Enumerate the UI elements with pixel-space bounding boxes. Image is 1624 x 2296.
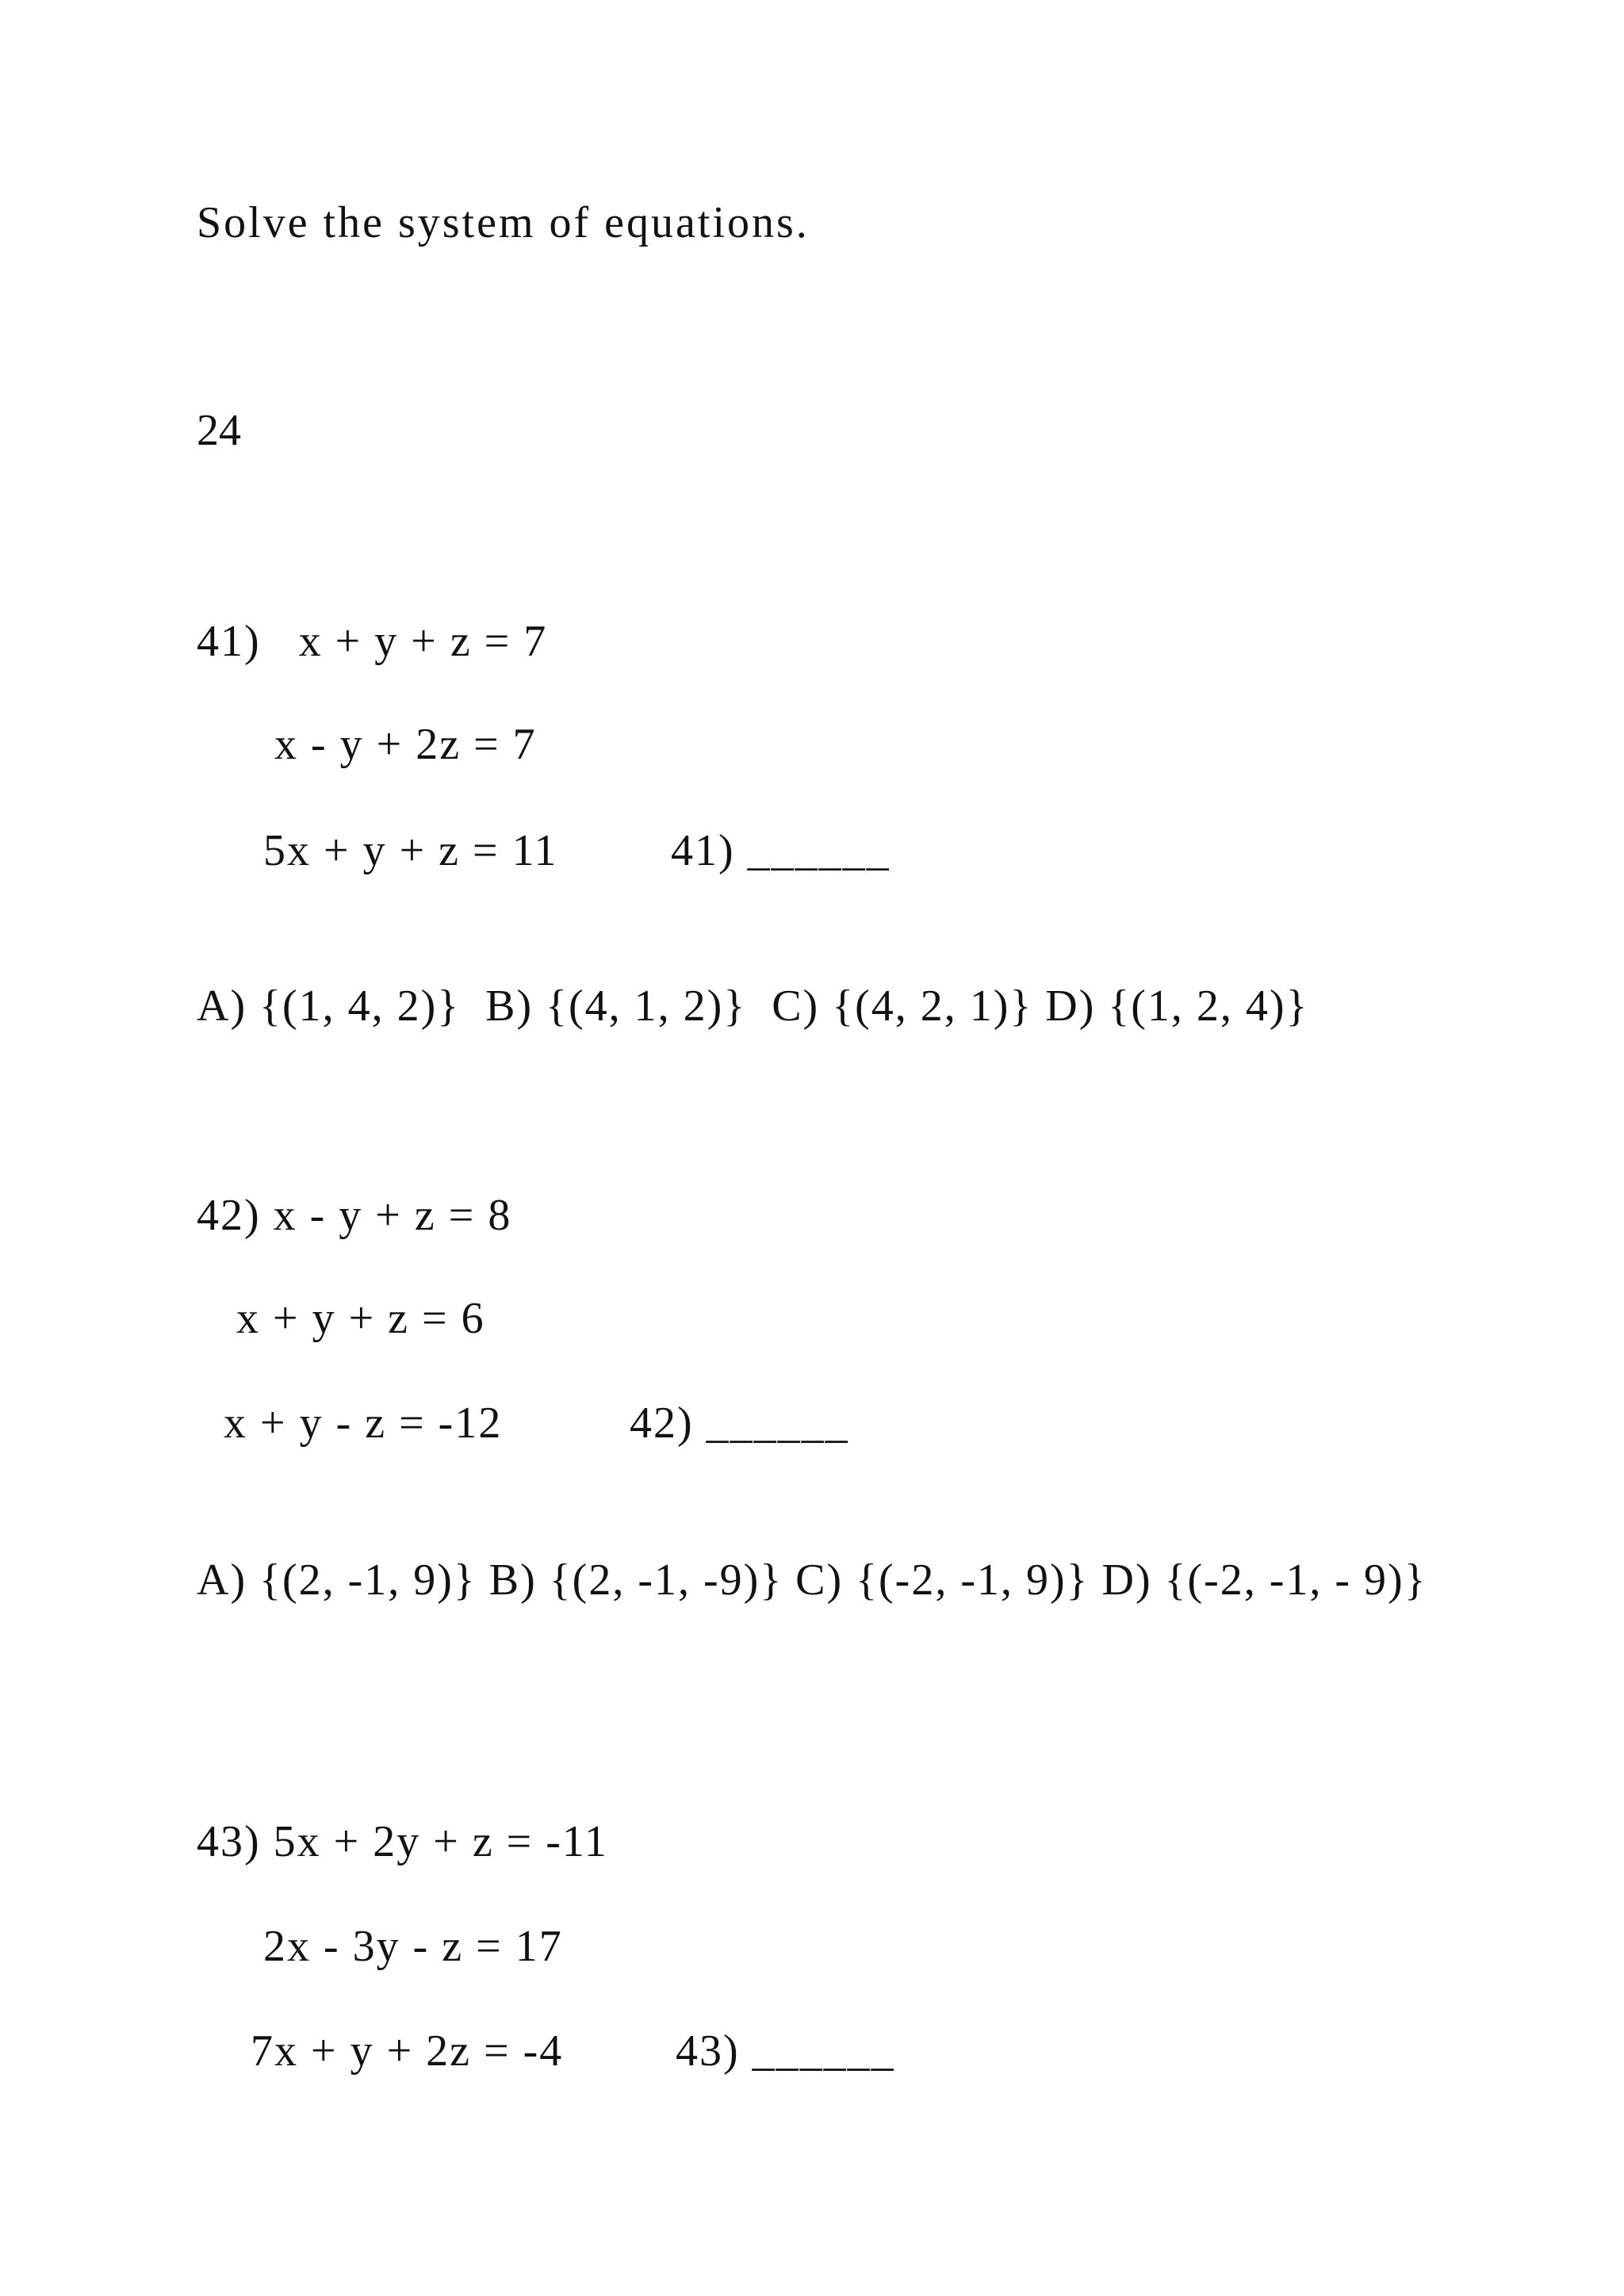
instruction-text: Solve the system of equations. xyxy=(197,198,810,247)
problem-41-equation-1: 41) x + y + z = 7 xyxy=(197,617,548,666)
problem-41-answer-blank[interactable]: 41) ______ xyxy=(671,826,891,875)
problem-41-equation-3: 5x + y + z = 11 xyxy=(263,826,558,875)
problem-42-equation-3: x + y - z = -12 xyxy=(224,1399,503,1448)
problem-41-equation-2: x - y + 2z = 7 xyxy=(274,720,537,769)
problem-42-choices: A) {(2, -1, 9)} B) {(2, -1, -9)} C) {(-2, -1, 9)} D) {(-2, -1, - 9)} xyxy=(197,1556,1427,1605)
page-number: 24 xyxy=(197,406,241,455)
problem-42-equation-2: x + y + z = 6 xyxy=(236,1294,485,1343)
problem-43-equation-1: 43) 5x + 2y + z = -11 xyxy=(197,1817,608,1866)
problem-41-choices: A) {(1, 4, 2)} B) {(4, 1, 2)} C) {(4, 2, 1)} D) {(1, 2, 4)} xyxy=(197,982,1309,1031)
problem-42-answer-blank[interactable]: 42) ______ xyxy=(630,1399,849,1448)
problem-43-answer-blank[interactable]: 43) ______ xyxy=(676,2026,895,2076)
problem-43-equation-3: 7x + y + 2z = -4 xyxy=(251,2026,564,2076)
problem-43-equation-2: 2x - 3y - z = 17 xyxy=(263,1922,563,1971)
problem-42-equation-1: 42) x - y + z = 8 xyxy=(197,1191,512,1240)
